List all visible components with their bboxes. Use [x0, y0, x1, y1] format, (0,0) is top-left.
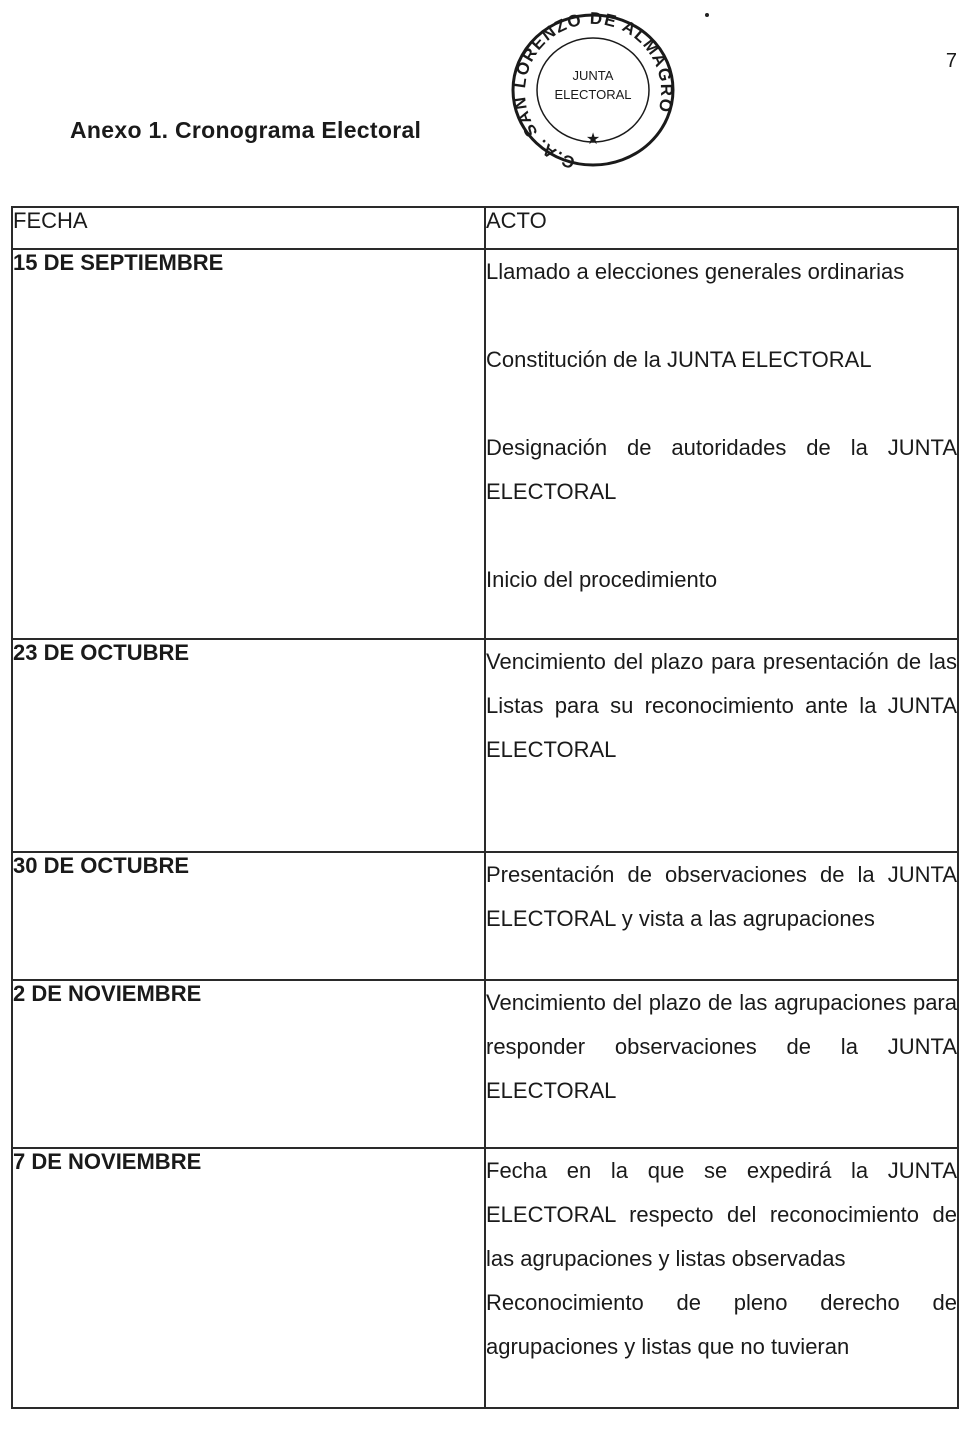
row-date: 15 DE SEPTIEMBRE [12, 249, 485, 639]
electoral-schedule-table [11, 206, 959, 1409]
table-row [12, 249, 958, 639]
row-date: 30 DE OCTUBRE [12, 852, 485, 980]
act-text: Presentación de observaciones de la JUNTA ELECTORAL y vista a las agrupaciones [486, 862, 957, 931]
row-acts [485, 980, 958, 1148]
row-date: 23 DE OCTUBRE [12, 639, 485, 852]
act-text: Vencimiento del plazo de las agrupaciones para responder observaciones de la JUNTA ELECTORAL [486, 990, 957, 1103]
row-date: 2 DE NOVIEMBRE [12, 980, 485, 1148]
seal-star-icon: ★ [585, 129, 601, 148]
document-title: Anexo 1. Cronograma Electoral [70, 117, 422, 143]
row-date: 7 DE NOVIEMBRE [12, 1148, 485, 1408]
header-act: ACTO [485, 207, 958, 249]
table-row [12, 639, 958, 852]
table-row [12, 980, 958, 1148]
header-date: FECHA [12, 207, 485, 249]
row-acts [485, 1148, 958, 1408]
page-number: 7 [945, 50, 957, 72]
junta-electoral-seal [508, 10, 678, 168]
act-text: Designación de autoridades de la JUNTA ELECTORAL [486, 435, 957, 504]
row-acts [485, 249, 958, 639]
act-text: Vencimiento del plazo para presentación de las Listas para su reconocimiento ante la JUNTA ELECTORAL [486, 649, 957, 762]
row-acts [485, 639, 958, 852]
ink-dot [705, 13, 709, 17]
table-header-row [12, 207, 958, 249]
seal-inner-line2: ELECTORAL [554, 87, 632, 102]
row-acts [485, 852, 958, 980]
seal-inner-line1: JUNTA [572, 68, 614, 83]
act-text: Inicio del procedimiento [486, 567, 718, 592]
act-text: Llamado a elecciones generales ordinarias [486, 259, 905, 284]
act-text: Reconocimiento de pleno derecho de agrupaciones y listas que no tuvieran [486, 1290, 957, 1359]
table-row [12, 1148, 958, 1408]
act-text: Fecha en la que se expedirá la JUNTA ELECTORAL respecto del reconocimiento de las agrupaciones y listas observadas [486, 1158, 957, 1271]
seal-outer-text: C.A. SAN LORENZO DE ALMAGRO [509, 10, 677, 168]
table-row [12, 852, 958, 980]
act-text: Constitución de la JUNTA ELECTORAL [486, 347, 872, 372]
